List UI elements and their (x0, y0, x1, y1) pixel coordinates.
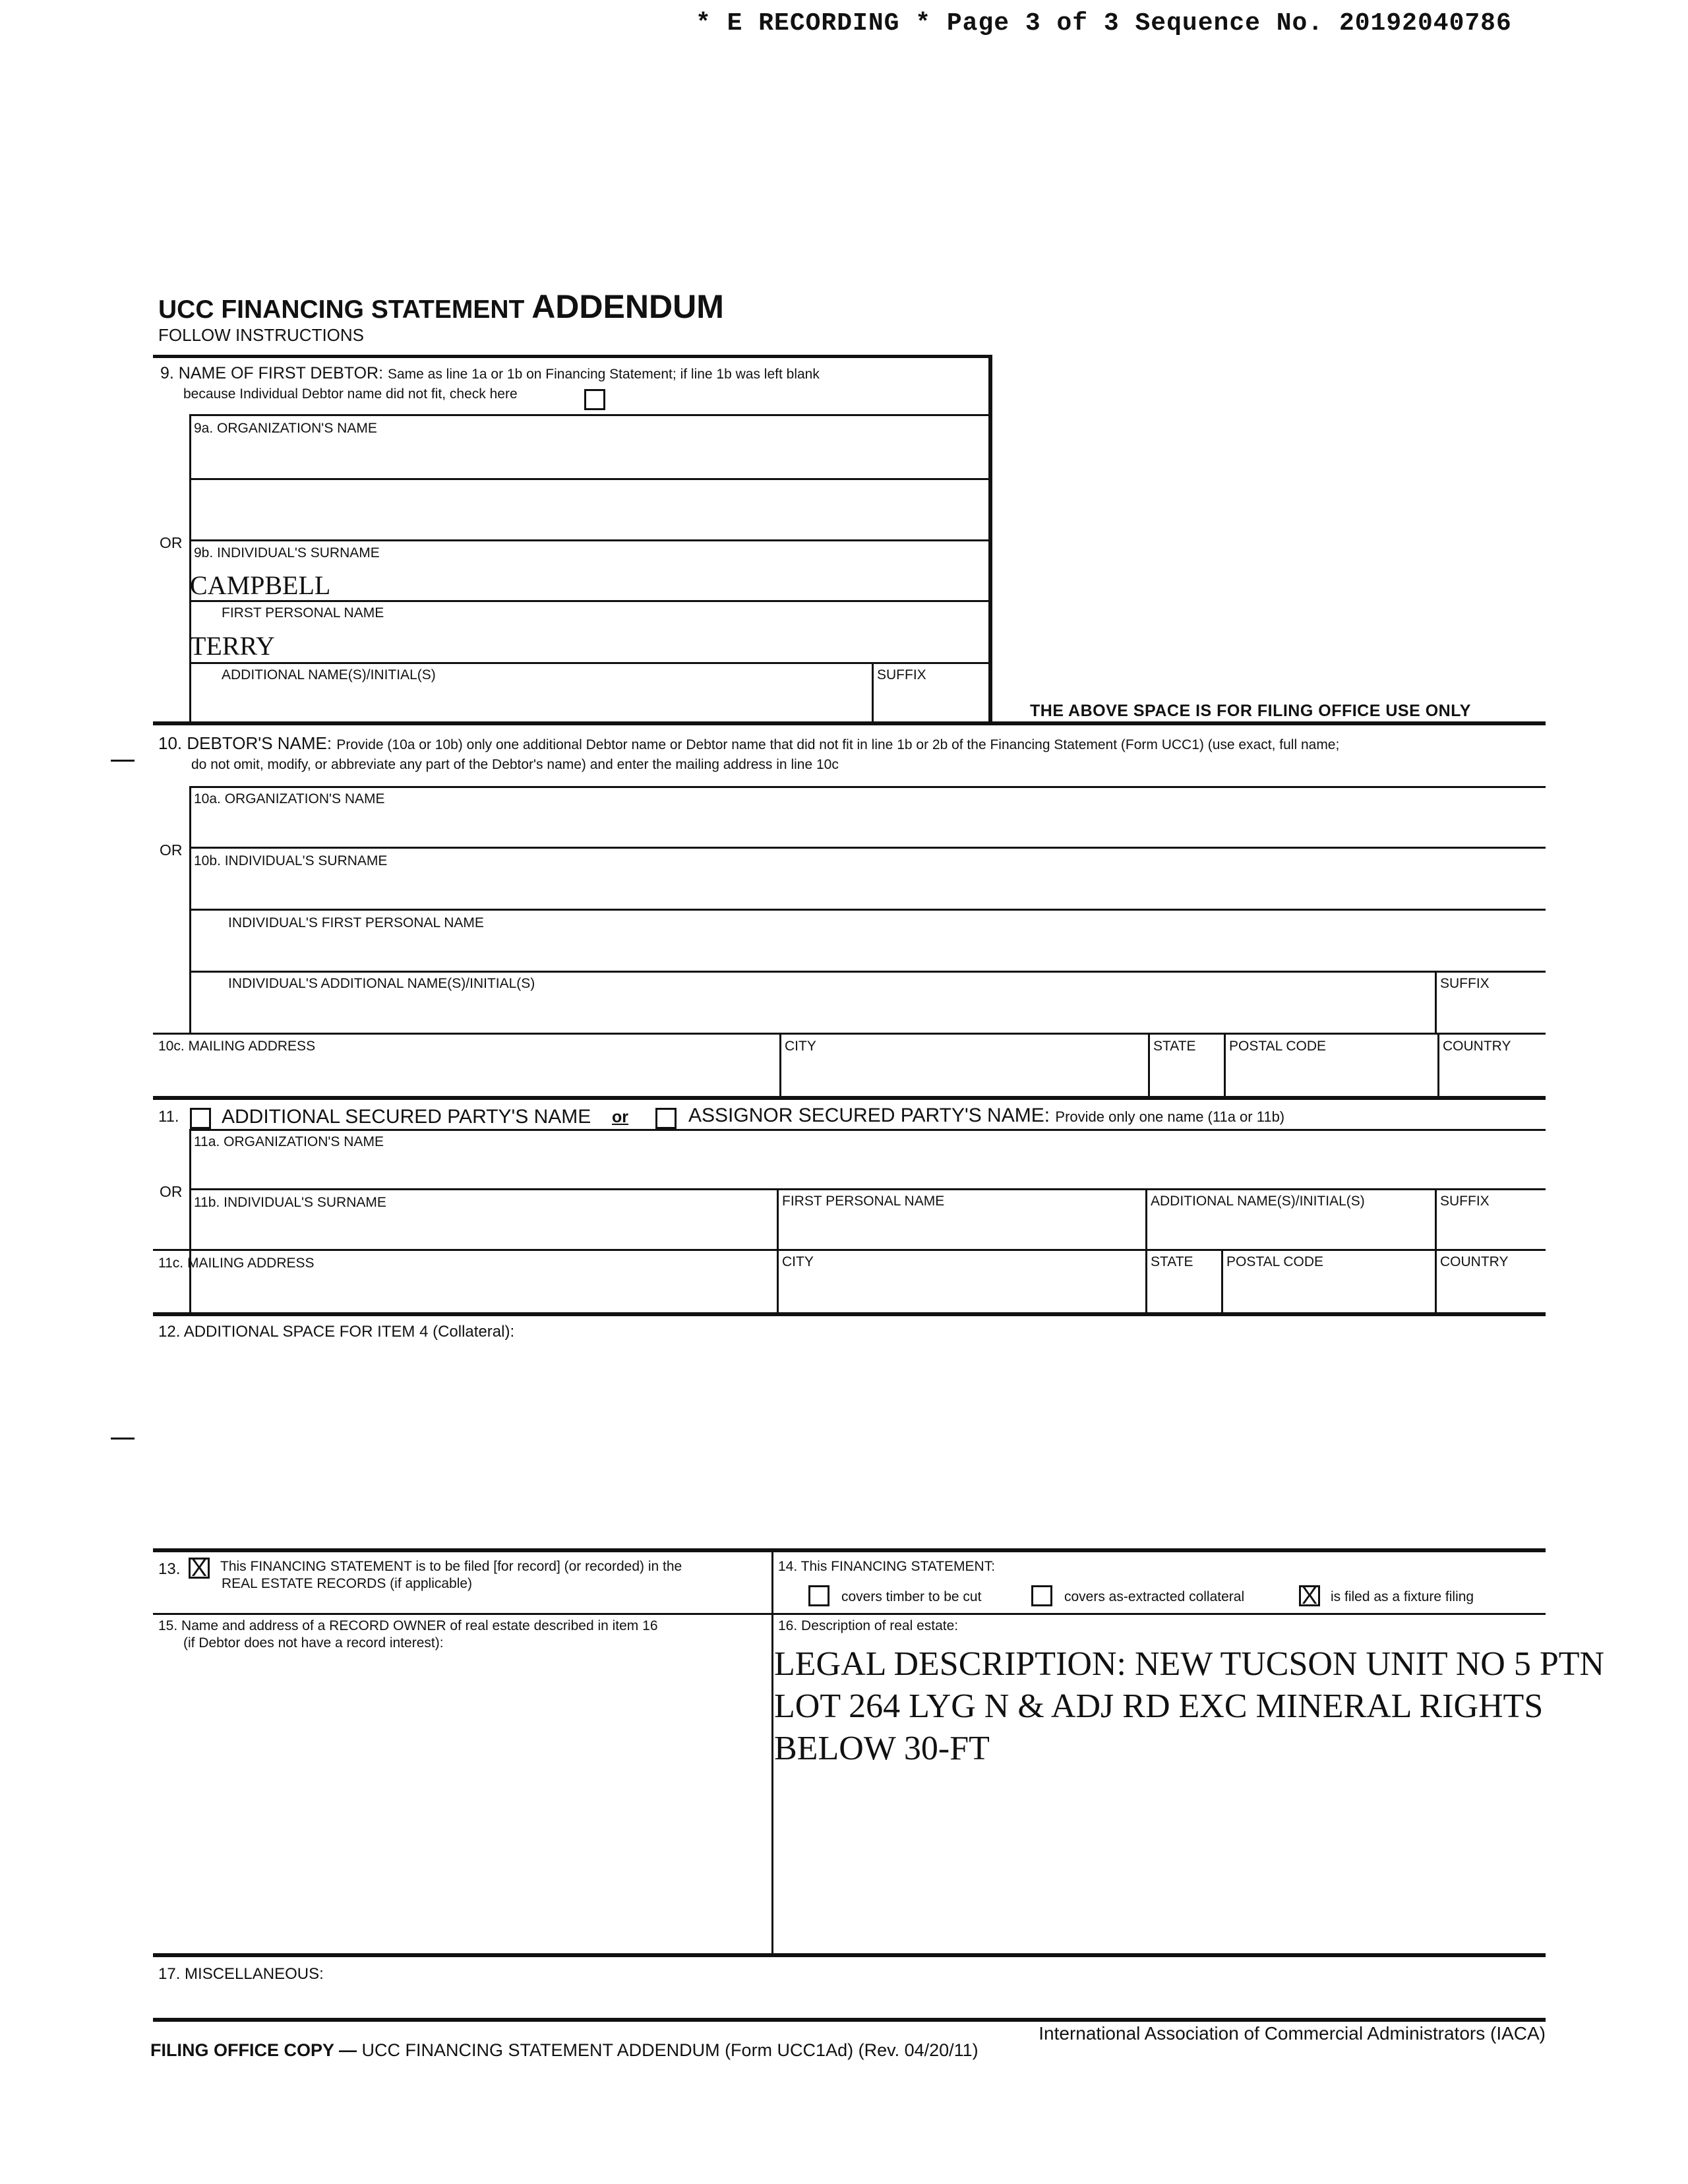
item11a-label: 11a. ORGANIZATION'S NAME (194, 1134, 384, 1149)
item9-or: OR (160, 534, 183, 551)
item11-line-b (189, 1188, 1546, 1190)
item10-additional-label: INDIVIDUAL'S ADDITIONAL NAME(S)/INITIAL(S) (228, 976, 535, 991)
item14-fixture-checkbox[interactable] (1299, 1582, 1320, 1609)
item14-label: 14. This FINANCING STATEMENT: (778, 1559, 996, 1574)
footer-copy-line: FILING OFFICE COPY — UCC FINANCING STATEMENT ADDENDUM (Form UCC1Ad) (Rev. 04/20/11) (150, 2040, 979, 2060)
item9-label: 9. NAME OF FIRST DEBTOR: Same as line 1a or 1b on Financing Statement; if line 1b was left blank (160, 364, 820, 382)
item11-line-a (189, 1129, 1546, 1131)
item10-city-divider (779, 1033, 781, 1096)
item10-postal-label: POSTAL CODE (1229, 1039, 1327, 1054)
item10b-label: 10b. INDIVIDUAL'S SURNAME (194, 853, 388, 868)
item11-state-label: STATE (1151, 1254, 1193, 1269)
item16-line-2: LOT 264 LYG N & ADJ RD EXC MINERAL RIGHTS (774, 1687, 1544, 1725)
item10-first-label: INDIVIDUAL'S FIRST PERSONAL NAME (228, 915, 484, 930)
item16-line-1: LEGAL DESCRIPTION: NEW TUCSON UNIT NO 5 PTN (774, 1645, 1605, 1683)
item10-line-e (153, 1033, 1546, 1035)
item12-top-border (153, 1312, 1546, 1316)
recording-header: * E RECORDING * Page 3 of 3 Sequence No. 20192040786 (696, 9, 1512, 38)
item13-num: 13. (158, 1560, 181, 1578)
item17-top-border (153, 1953, 1546, 1957)
item11-additional-divider (1145, 1188, 1147, 1250)
item11-first-label: FIRST PERSONAL NAME (782, 1194, 945, 1209)
item11-city-divider (777, 1249, 779, 1315)
item13-top-border (153, 1548, 1546, 1552)
item14-extracted-label: covers as-extracted collateral (1064, 1589, 1245, 1604)
item16-line-3: BELOW 30-FT (774, 1730, 990, 1767)
item9-line-e (189, 662, 988, 664)
item14-fixture-label: is filed as a fixture filing (1331, 1589, 1474, 1604)
item9b-surname-value: CAMPBELL (190, 570, 331, 600)
item13-text-a: This FINANCING STATEMENT is to be filed [for record] (or recorded) in the (220, 1559, 682, 1574)
item10-state-divider (1148, 1033, 1150, 1096)
item11-additional-names-label: ADDITIONAL NAME(S)/INITIAL(S) (1151, 1194, 1365, 1209)
item9-line-a (189, 414, 988, 416)
follow-instructions: FOLLOW INSTRUCTIONS (158, 325, 365, 345)
item11-suffix-divider (1435, 1188, 1437, 1250)
item10-label-2: do not omit, modify, or abbreviate any part of the Debtor's name) and enter the mailing address in line 10c (191, 757, 839, 772)
item10c-label: 10c. MAILING ADDRESS (158, 1039, 316, 1054)
item9-right-border (988, 355, 992, 724)
item10-line-c (189, 909, 1546, 911)
item11-left-border (189, 1129, 191, 1315)
item9a-label: 9a. ORGANIZATION'S NAME (194, 421, 377, 436)
item16-label: 16. Description of real estate: (778, 1618, 959, 1633)
item9-checkbox[interactable] (584, 389, 605, 410)
item10-state-label: STATE (1153, 1039, 1196, 1054)
item12-label: 12. ADDITIONAL SPACE FOR ITEM 4 (Collateral): (158, 1323, 515, 1341)
item11-country-label: COUNTRY (1440, 1254, 1509, 1269)
item10-country-divider (1437, 1033, 1439, 1096)
item14-extracted-checkbox[interactable] (1031, 1585, 1052, 1606)
item10-suffix-divider (1435, 971, 1437, 1033)
item11-country-divider (1435, 1249, 1437, 1315)
item15-label-a: 15. Name and address of a RECORD OWNER of real estate described in item 16 (158, 1618, 658, 1633)
item13-checkbox[interactable] (189, 1554, 210, 1581)
item11-additional-label: ADDITIONAL SECURED PARTY'S NAME (222, 1106, 591, 1128)
item10-top-border (153, 721, 1546, 725)
item11-top-border (153, 1096, 1546, 1100)
item9-suffix-divider (872, 662, 874, 724)
item15-top-border (153, 1613, 1546, 1615)
item11-state-divider (1145, 1249, 1147, 1315)
item9-left-border (189, 414, 191, 724)
item11-num: 11. (158, 1108, 179, 1126)
item9-first-value: TERRY (190, 631, 275, 661)
item14-fixture-check-mark: X (1301, 1582, 1317, 1609)
item10-line-a (189, 786, 1546, 788)
form-title-main: UCC FINANCING STATEMENT (158, 295, 525, 324)
item10-label: 10. DEBTOR'S NAME: Provide (10a or 10b) only one additional Debtor name or Debtor name that did not fit in line 1b or 2b of the Financing Statement (Form UCC1) (use exact, full name; (158, 733, 1340, 753)
item11-or: OR (160, 1183, 183, 1200)
item11-first-divider (777, 1188, 779, 1250)
margin-mark-1 (111, 760, 135, 762)
item9-line-b (189, 478, 988, 480)
footer-top-border (153, 2018, 1546, 2022)
item11-postal-divider (1221, 1249, 1223, 1315)
item10-country-label: COUNTRY (1443, 1039, 1511, 1054)
item9-label-2: because Individual Debtor name did not fit, check here (183, 386, 518, 402)
item9-top-border (153, 355, 992, 358)
item10a-label: 10a. ORGANIZATION'S NAME (194, 791, 385, 806)
item13-text-b: REAL ESTATE RECORDS (if applicable) (222, 1576, 473, 1591)
item9-line-c (189, 539, 988, 541)
item9b-label: 9b. INDIVIDUAL'S SURNAME (194, 545, 380, 561)
item15-label-b: (if Debtor does not have a record interest): (183, 1635, 444, 1651)
item13-check-mark: X (191, 1554, 207, 1581)
item17-label: 17. MISCELLANEOUS: (158, 1965, 324, 1983)
filing-office-note: THE ABOVE SPACE IS FOR FILING OFFICE USE ONLY (1030, 702, 1471, 720)
item11b-label: 11b. INDIVIDUAL'S SURNAME (194, 1195, 386, 1210)
item11-assignor-label: ASSIGNOR SECURED PARTY'S NAME: Provide only one name (11a or 11b) (688, 1105, 1285, 1126)
item9-first-label: FIRST PERSONAL NAME (222, 605, 384, 621)
item10-or: OR (160, 841, 183, 859)
item9-additional-label: ADDITIONAL NAME(S)/INITIAL(S) (222, 667, 436, 682)
item11-postal-label: POSTAL CODE (1226, 1254, 1324, 1269)
item11c-label: 11c. MAILING ADDRESS (158, 1256, 315, 1271)
item10-postal-divider (1224, 1033, 1226, 1096)
item11-or-word: or (612, 1108, 628, 1126)
item11-suffix-label: SUFFIX (1440, 1194, 1490, 1209)
item10-line-d (189, 971, 1546, 973)
item10-suffix-label: SUFFIX (1440, 976, 1490, 991)
form-title-addendum: ADDENDUM (531, 288, 724, 325)
item11-line-c (153, 1249, 1546, 1251)
item10-city-label: CITY (785, 1039, 816, 1054)
item9-line-d (189, 600, 988, 602)
item9-suffix-label: SUFFIX (877, 667, 926, 682)
item11-additional-checkbox[interactable] (190, 1108, 211, 1129)
item14-timber-label: covers timber to be cut (841, 1589, 982, 1604)
item14-timber-checkbox[interactable] (808, 1585, 829, 1606)
form-title (158, 288, 724, 326)
item11-city-label: CITY (782, 1254, 814, 1269)
item10-line-b (189, 847, 1546, 849)
item11-assignor-checkbox[interactable] (655, 1108, 677, 1129)
footer-iaca: International Association of Commercial Administrators (IACA) (1039, 2023, 1546, 2044)
margin-mark-2 (111, 1438, 135, 1440)
